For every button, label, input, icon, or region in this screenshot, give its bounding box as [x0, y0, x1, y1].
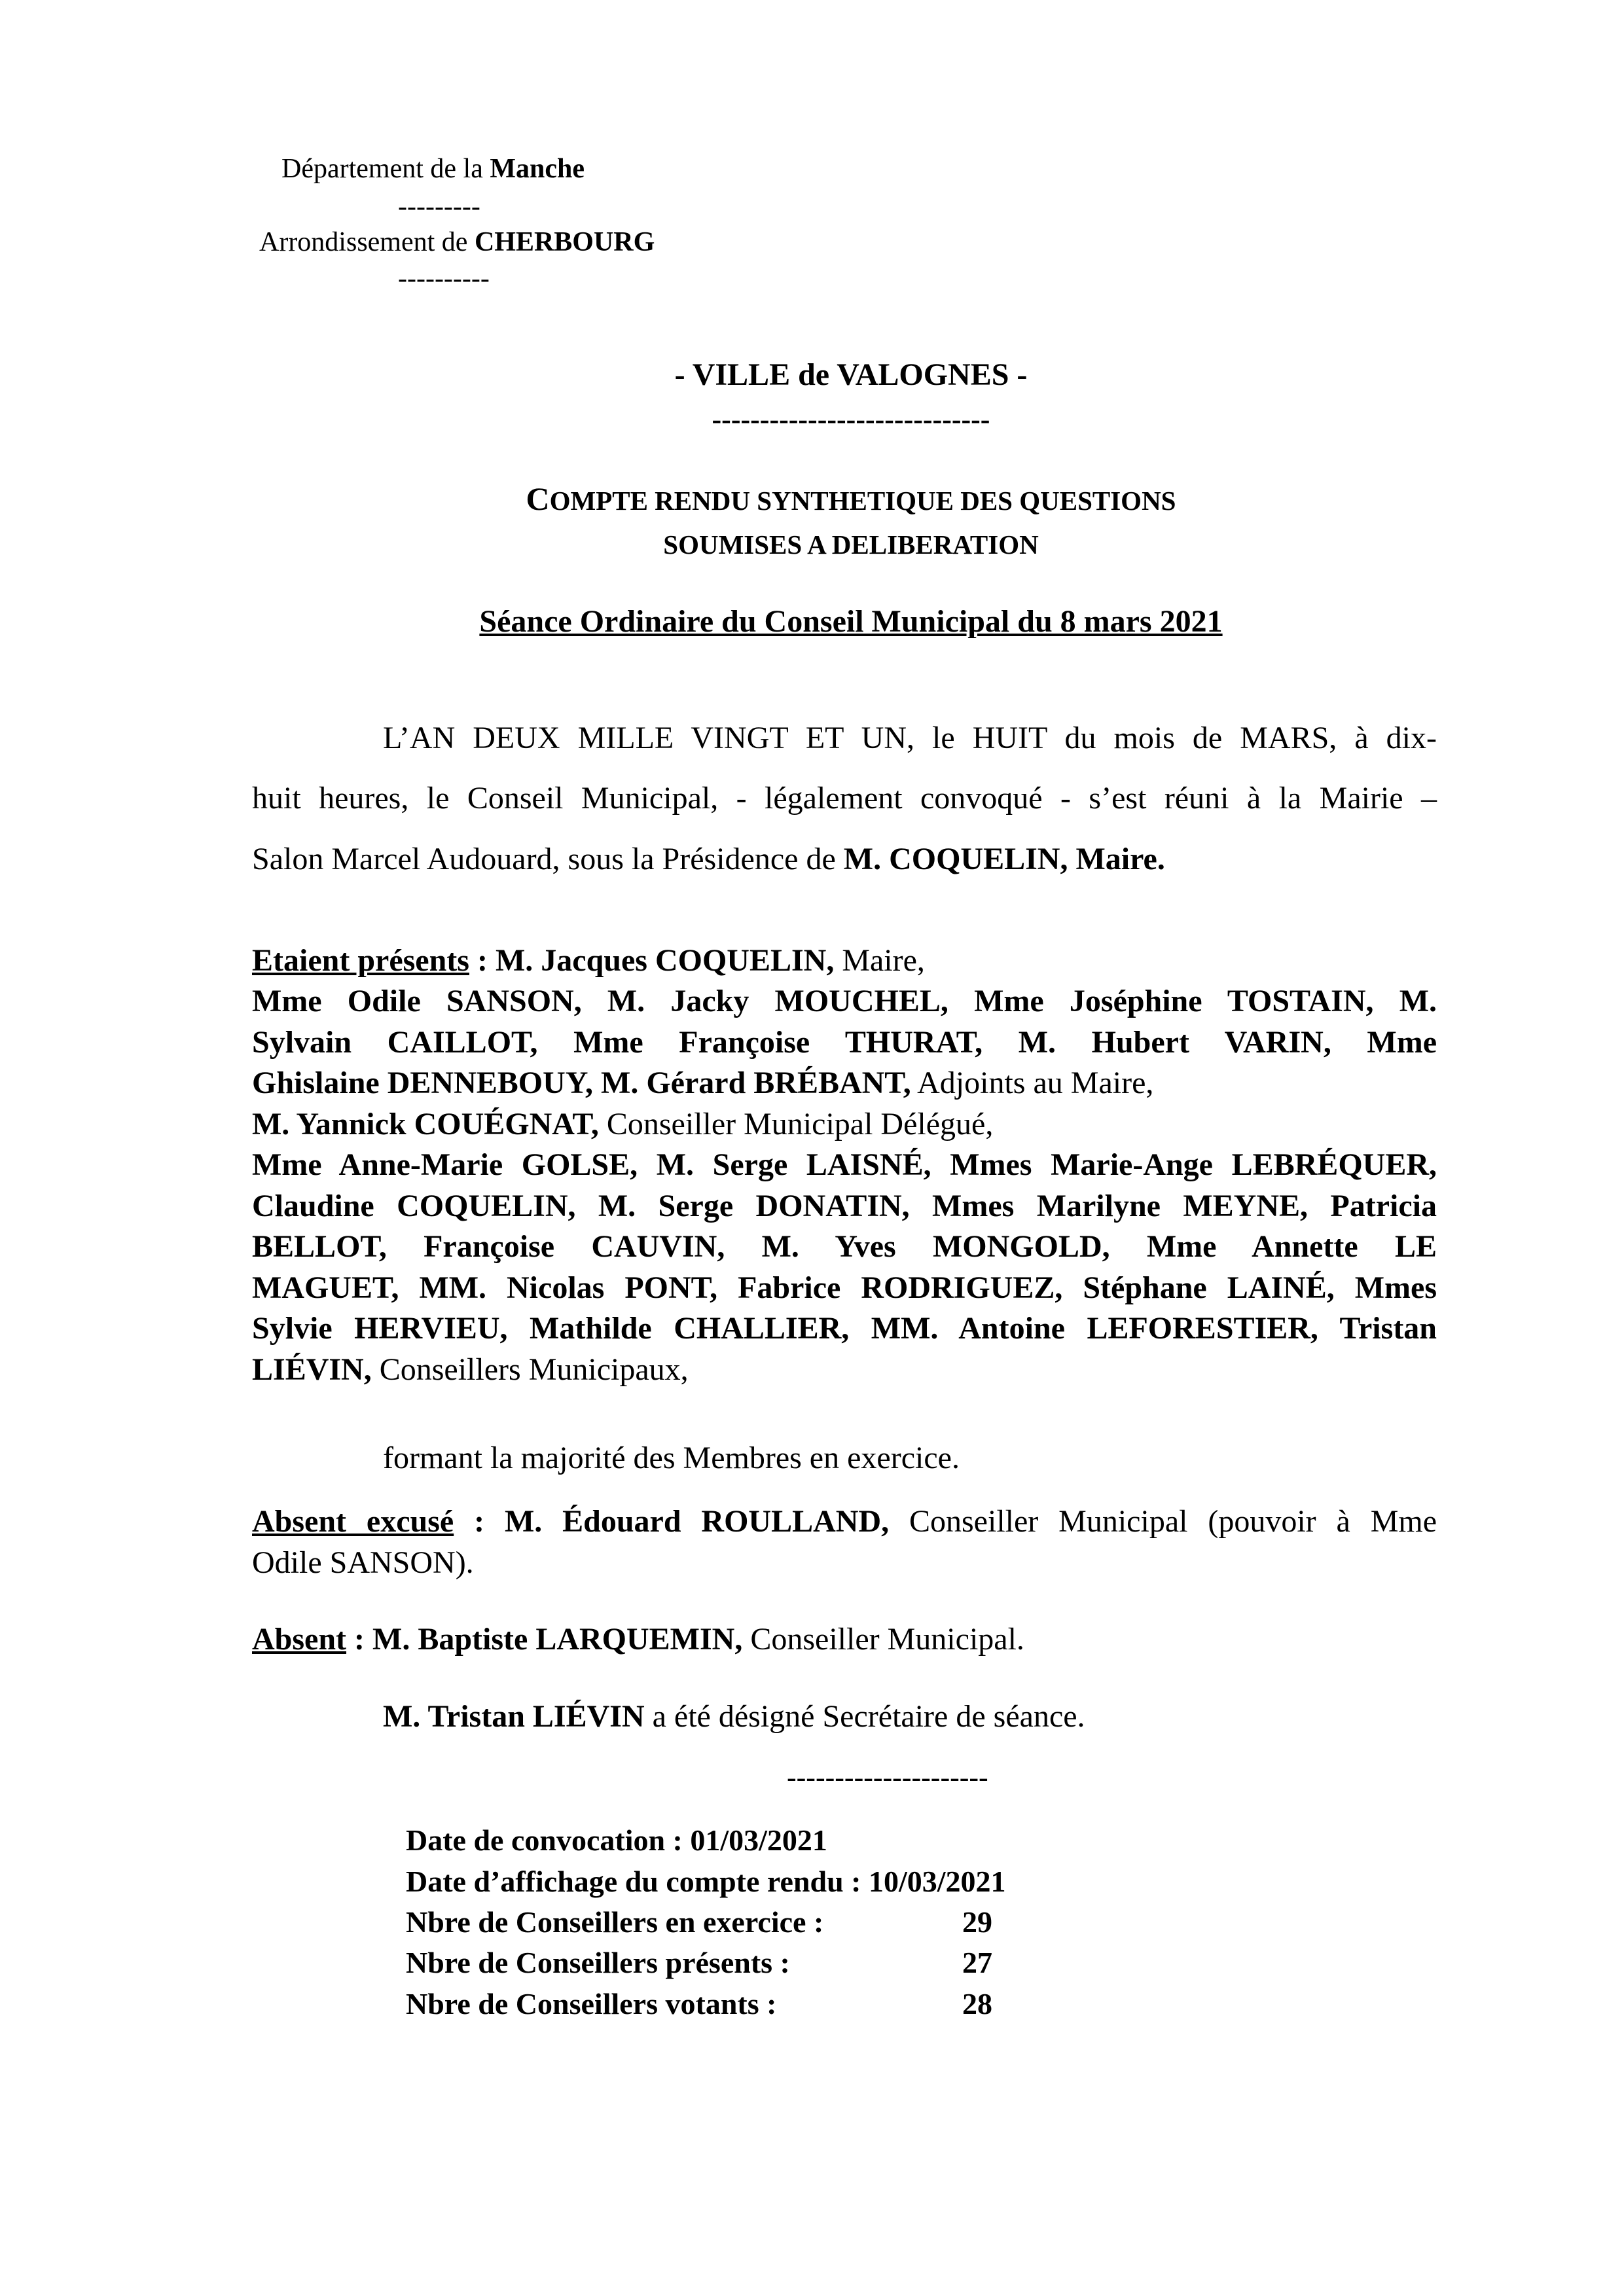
secretary-name: M. Tristan LIÉVIN: [383, 1699, 645, 1734]
stat-presents: [406, 1945, 1060, 1984]
present-colon: :: [469, 943, 496, 978]
present-line-4: [252, 1065, 1153, 1101]
arrondissement-prefix: Arrondissement de: [259, 227, 475, 257]
present-line-1: [252, 942, 925, 978]
excused-line-2: Odile SANSON).: [252, 1545, 474, 1580]
adjoints-names: Ghislaine DENNEBOUY, M. Gérard BRÉBANT,: [252, 1066, 911, 1100]
majority-line: formant la majorité des Membres en exercice.: [383, 1441, 960, 1475]
stat-votants-value: 28: [962, 1987, 992, 2020]
present-line-8: BELLOT, Françoise CAUVIN, M. Yves MONGOLD, Mme Annette LE: [252, 1229, 1437, 1264]
arrondissement-name: CHERBOURG: [474, 227, 655, 257]
town-underline: -----------------------------: [712, 403, 990, 435]
president-name: M. COQUELIN, Maire.: [843, 842, 1165, 876]
present-line-2: Mme Odile SANSON, M. Jacky MOUCHEL, Mme Joséphine TOSTAIN, M.: [252, 984, 1437, 1018]
delegate-name: M. Yannick COUÉGNAT,: [252, 1107, 599, 1141]
stat-exercice-label: Nbre de Conseillers en exercice :: [406, 1905, 824, 1939]
secretary-text: a été désigné Secrétaire de séance.: [644, 1699, 1085, 1734]
stat-exercice: [406, 1905, 1060, 1944]
intro-line-3: [252, 841, 1165, 877]
stat-exercice-value: 29: [962, 1905, 992, 1939]
present-line-5: [252, 1106, 993, 1142]
absent-text: Conseiller Municipal.: [742, 1622, 1024, 1657]
excused-line-1: [252, 1503, 1437, 1539]
stat-presents-label: Nbre de Conseillers présents :: [406, 1946, 790, 1979]
present-line-3: Sylvain CAILLOT, Mme Françoise THURAT, M. Hubert VARIN, Mme: [252, 1025, 1437, 1060]
councillors-role: Conseillers Municipaux,: [371, 1352, 689, 1387]
excused-name: M. Édouard ROULLAND,: [504, 1504, 890, 1539]
excused-colon: :: [454, 1504, 505, 1539]
session-title: Séance Ordinaire du Conseil Municipal du 8 mars 2021: [479, 604, 1223, 639]
department-name: Manche: [490, 154, 585, 184]
stat-votants: [406, 1986, 1060, 2026]
absent-line: [252, 1621, 1024, 1657]
intro-line-1: L’AN DEUX MILLE VINGT ET UN, le HUIT du mois de MARS, à dix-: [383, 721, 1437, 755]
present-line-11: [252, 1352, 689, 1388]
absent-colon: :: [346, 1622, 373, 1657]
stat-votants-label: Nbre de Conseillers votants :: [406, 1987, 777, 2020]
adjoints-role: Adjoints au Maire,: [911, 1066, 1154, 1100]
department-line: [281, 152, 585, 186]
convocation-date: Date de convocation : 01/03/2021: [406, 1823, 827, 1857]
mayor-role: Maire,: [834, 943, 925, 978]
header-separator-1: ---------: [398, 192, 480, 222]
section-separator: ---------------------: [787, 1761, 988, 1793]
present-line-6: Mme Anne-Marie GOLSE, M. Serge LAISNÉ, Mmes Marie-Ange LEBRÉQUER,: [252, 1147, 1437, 1182]
present-line-7: Claudine COQUELIN, M. Serge DONATIN, Mmes Marilyne MEYNE, Patricia: [252, 1189, 1437, 1223]
present-line-10: Sylvie HERVIEU, Mathilde CHALLIER, MM. Antoine LEFORESTIER, Tristan: [252, 1311, 1437, 1346]
arrondissement-line: [259, 225, 655, 259]
report-title-line2: SOUMISES A DELIBERATION: [663, 529, 1039, 560]
affichage-date: Date d’affichage du compte rendu : 10/03/2021: [406, 1865, 1006, 1898]
secretary-line: [383, 1698, 1085, 1734]
present-label: Etaient présents: [252, 943, 469, 978]
last-councillor-name: LIÉVIN,: [252, 1352, 372, 1387]
intro-line-3-text: Salon Marcel Audouard, sous la Présidence de: [252, 842, 844, 876]
header-separator-2: ----------: [398, 264, 490, 294]
report-title-line1: [327, 480, 1375, 518]
stat-presents-value: 27: [962, 1946, 992, 1979]
intro-line-2: huit heures, le Conseil Municipal, - légalement convoqué - s’est réuni à la Mairie –: [252, 781, 1437, 816]
town-name: - VILLE de VALOGNES -: [674, 357, 1028, 392]
excused-label: Absent excusé: [252, 1504, 454, 1539]
absent-label: Absent: [252, 1622, 347, 1657]
excused-text: Conseiller Municipal (pouvoir à Mme: [889, 1504, 1437, 1539]
department-prefix: Département de la: [281, 154, 490, 184]
present-line-9: MAGUET, MM. Nicolas PONT, Fabrice RODRIGUEZ, Stéphane LAINÉ, Mmes: [252, 1270, 1437, 1305]
report-title-rest: OMPTE RENDU SYNTHETIQUE DES QUESTIONS: [549, 486, 1176, 516]
mayor-name: M. Jacques COQUELIN,: [495, 943, 835, 978]
report-title-initial: C: [526, 480, 550, 517]
absent-name: M. Baptiste LARQUEMIN,: [372, 1622, 743, 1657]
delegate-role: Conseiller Municipal Délégué,: [598, 1107, 994, 1141]
